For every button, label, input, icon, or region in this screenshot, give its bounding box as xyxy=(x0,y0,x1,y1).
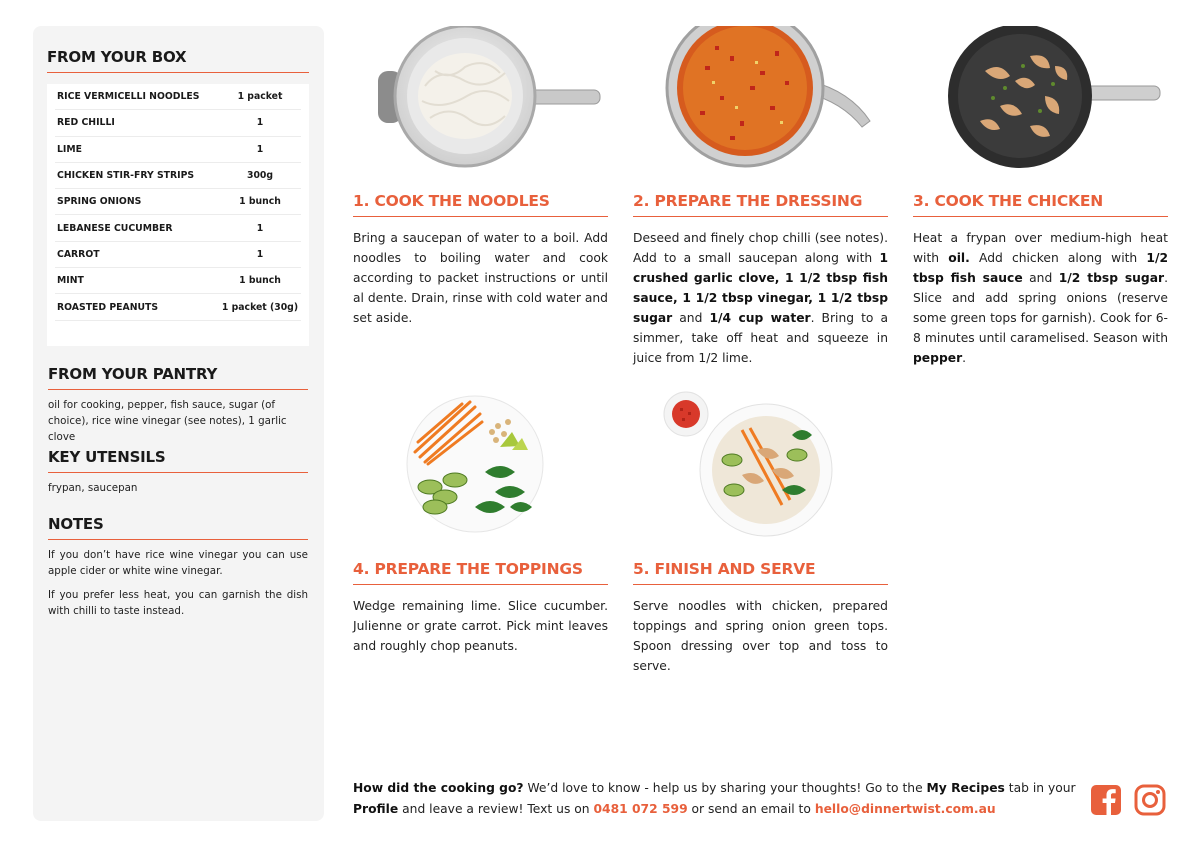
contact-link[interactable]: hello@dinnertwist.com.au xyxy=(814,802,996,816)
utensils-title: KEY UTENSILS xyxy=(48,448,166,466)
bold-text: pepper xyxy=(913,351,963,365)
ingredient-quantity: 1 bunch xyxy=(239,196,281,208)
ingredient-name: MINT xyxy=(57,275,84,287)
bold-text: Profile xyxy=(353,802,399,816)
feedback-footer xyxy=(353,778,1078,820)
text-run: Add chicken along with xyxy=(969,251,1147,265)
bold-text: 1/2 tbsp fish sauce xyxy=(913,251,1169,285)
step-divider xyxy=(633,216,888,217)
step-2 xyxy=(633,192,888,368)
section-divider xyxy=(48,389,308,390)
ingredient-row xyxy=(55,189,301,215)
step-1 xyxy=(353,192,608,328)
notes-section xyxy=(48,515,308,619)
instagram-icon[interactable] xyxy=(1134,784,1166,816)
pantry-section xyxy=(48,365,308,445)
step-4 xyxy=(353,560,608,656)
ingredient-row xyxy=(55,110,301,136)
step-body xyxy=(353,228,608,328)
text-run: tab in your xyxy=(1004,781,1076,795)
step-divider xyxy=(353,584,608,585)
section-divider xyxy=(48,539,308,540)
noodles-saucepan-photo xyxy=(370,26,610,171)
step-body xyxy=(633,228,888,368)
pantry-text: oil for cooking, pepper, fish sauce, sugar (of choice), rice wine vinegar (see notes), 1 garlic clove xyxy=(48,399,287,443)
step-title: 4. PREPARE THE TOPPINGS xyxy=(353,560,583,578)
ingredient-quantity: 1 bunch xyxy=(239,275,281,287)
ingredient-name: ROASTED PEANUTS xyxy=(57,301,159,313)
from-your-box-section xyxy=(47,48,309,73)
bold-text: oil. xyxy=(948,251,970,265)
step-title: 2. PREPARE THE DRESSING xyxy=(633,192,863,210)
step-title: 3. COOK THE CHICKEN xyxy=(913,192,1103,210)
bold-text: How did the cooking go? xyxy=(353,781,524,795)
text-run: We’d love to know - help us by sharing your thoughts! Go to the xyxy=(523,781,927,795)
text-run: and xyxy=(672,311,710,325)
ingredient-row xyxy=(55,268,301,294)
ingredient-name: RED CHILLI xyxy=(57,117,115,129)
ingredient-row xyxy=(55,137,301,163)
bold-text: 1/4 cup water xyxy=(709,311,811,325)
ingredients-table xyxy=(47,84,309,346)
ingredient-quantity: 1 xyxy=(256,117,264,129)
utensils-section xyxy=(48,448,308,496)
section-divider xyxy=(48,472,308,473)
step-5 xyxy=(633,560,888,676)
ingredient-name: LIME xyxy=(57,143,82,155)
text-run: . Slice and add spring onions (reserve some green tops for garnish). Cook for 6-8 minutes until caramelised. Season with xyxy=(913,271,1168,345)
step-title: 1. COOK THE NOODLES xyxy=(353,192,550,210)
finished-bowl-photo xyxy=(662,390,842,540)
ingredient-row xyxy=(55,242,301,268)
text-run: or send an email to xyxy=(687,802,815,816)
utensils-text: frypan, saucepan xyxy=(48,482,138,494)
ingredient-quantity: 1 xyxy=(256,143,264,155)
from-your-box-title: FROM YOUR BOX xyxy=(47,48,187,66)
section-divider xyxy=(47,72,309,73)
bold-text: 1 crushed garlic clove, 1 1/2 tbsp fish sauce, 1 1/2 tbsp vinegar, 1 1/2 tbsp sugar xyxy=(633,251,888,325)
step-divider xyxy=(353,216,608,217)
notes-text xyxy=(48,547,308,619)
note-item: If you prefer less heat, you can garnish the dish with chilli to taste instead. xyxy=(48,589,308,617)
step-body xyxy=(913,228,1168,368)
step-body xyxy=(353,596,608,656)
ingredient-name: RICE VERMICELLI NOODLES xyxy=(57,91,200,103)
ingredient-row xyxy=(55,215,301,241)
ingredient-name: CHICKEN STIR-FRY STRIPS xyxy=(57,170,195,182)
text-run: and leave a review! Text us on xyxy=(398,802,594,816)
text-run: . xyxy=(962,351,967,365)
ingredient-row xyxy=(55,294,301,320)
step-divider xyxy=(633,584,888,585)
bold-text: 1/2 tbsp sugar xyxy=(1058,271,1165,285)
facebook-icon[interactable] xyxy=(1090,784,1122,816)
note-item: If you don’t have rice wine vinegar you can use apple cider or white wine vinegar. xyxy=(48,549,308,577)
ingredient-quantity: 1 packet xyxy=(237,91,283,103)
ingredient-row xyxy=(55,84,301,110)
text-run: Deseed and finely chop chilli (see notes). Add to a small saucepan along with xyxy=(633,231,888,265)
notes-title: NOTES xyxy=(48,515,104,533)
text-run: Serve noodles with chicken, prepared toppings and spring onion green tops. Spoon dressing over top and toss to serve. xyxy=(633,599,888,673)
ingredient-name: SPRING ONIONS xyxy=(57,196,142,208)
text-run: . Bring to a simmer, take off heat and squeeze in juice from 1/2 lime. xyxy=(633,311,888,365)
text-run: and xyxy=(1022,271,1059,285)
contact-link[interactable]: 0481 072 599 xyxy=(593,802,688,816)
step-3 xyxy=(913,192,1168,368)
text-run: Heat a frypan over medium-high heat with xyxy=(913,231,1168,265)
ingredients-sidebar xyxy=(33,26,324,821)
toppings-plate-photo xyxy=(400,392,550,537)
ingredient-quantity: 1 packet (30g) xyxy=(221,301,299,313)
pantry-title: FROM YOUR PANTRY xyxy=(48,365,218,383)
ingredient-row xyxy=(55,163,301,189)
step-title: 5. FINISH AND SERVE xyxy=(633,560,816,578)
text-run: Bring a saucepan of water to a boil. Add noodles to boiling water and cook according to packet instructions or until al dente. Drain, rinse with cold water and set aside. xyxy=(353,231,608,325)
text-run: Wedge remaining lime. Slice cucumber. Julienne or grate carrot. Pick mint leaves and roughly chop peanuts. xyxy=(353,599,608,653)
step-divider xyxy=(913,216,1168,217)
ingredient-quantity: 1 xyxy=(256,222,264,234)
bold-text: My Recipes xyxy=(926,781,1005,795)
step-body xyxy=(633,596,888,676)
chicken-frypan-photo xyxy=(945,26,1165,171)
dressing-saucepan-photo xyxy=(660,26,890,171)
ingredient-quantity: 300g xyxy=(246,170,274,182)
ingredient-name: CARROT xyxy=(57,248,100,260)
ingredient-name: LEBANESE CUCUMBER xyxy=(57,222,173,234)
ingredient-quantity: 1 xyxy=(256,248,264,260)
